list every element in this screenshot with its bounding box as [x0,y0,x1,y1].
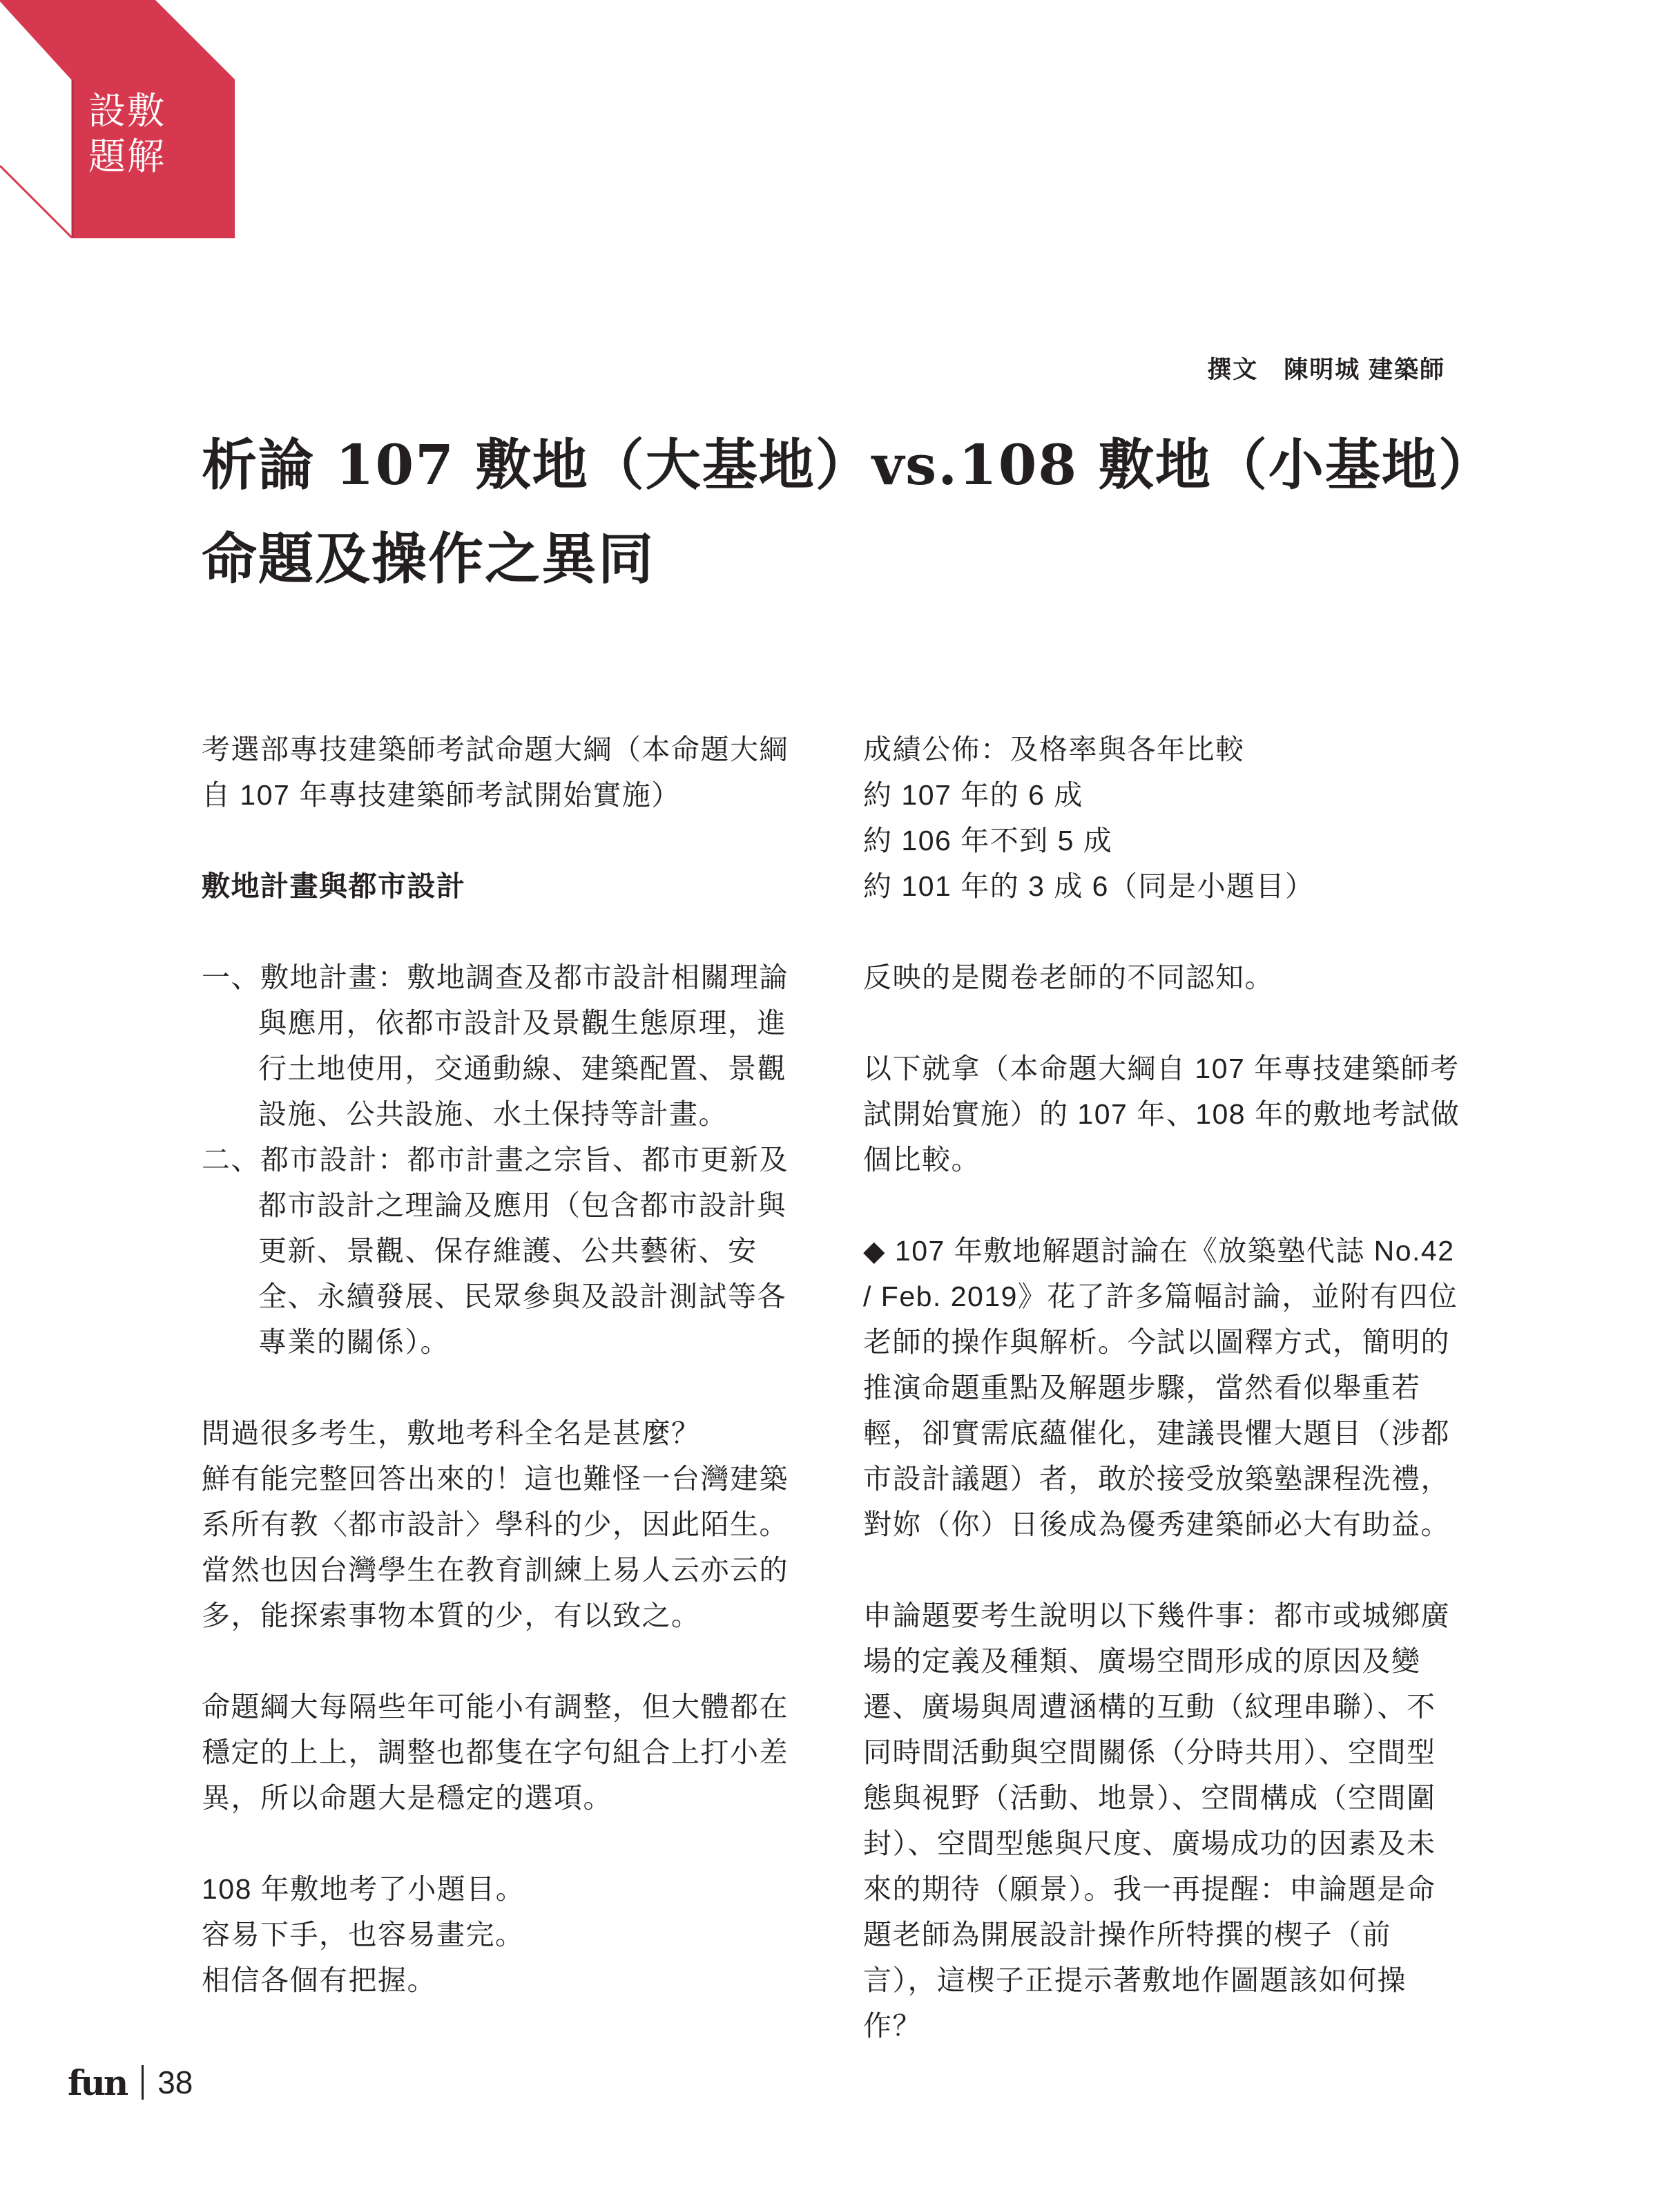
intro-line-2: 自 107 年專技建築師考試開始實施） [202,779,681,811]
scores-paragraph [863,727,1464,909]
paragraph-108 [202,1866,802,2003]
outline-list [202,955,802,1365]
list-item: 一、敷地計畫：敷地調查及都市設計相關理論與應用，依都市設計及景觀生態原理，進行土地使用，交通動線、建築配置、景觀設施、公共設施、水土保持等計畫。 [202,961,789,1130]
question-line-1: 問過很多考生，敷地考科全名是甚麼？ [202,1417,701,1449]
right-column [863,727,1464,2094]
essay-paragraph: 申論題要考生說明以下幾件事：都市或城鄉廣場的定義及種類、廣場空間形成的原因及變遷、廣場與周遭涵構的互動（紋理串聯）、不同時間活動與空間關係（分時共用）、空間型態與視野（活動、地景）、空間構成（空間圍封）、空間型態與尺度、廣場成功的因素及未來的期待（願景）。我一再提醒：申論題是命題老師為開展設計操作所特撰的楔子（前言），這楔子正提示著敷地作圖題該如何操作？ [863,1600,1450,2042]
section-heading: 敷地計畫與都市設計 [202,870,466,902]
fun-logo: fun [68,2062,127,2103]
paragraph-107: ◆ 107 年敷地解題討論在《放築塾代誌 No.42 / Feb. 2019》花了許多篇幅討論，並附有四位老師的操作與解析。今試以圖釋方式，簡明的推演命題重點及解題步驟，當然看似舉重若輕，卻實需底蘊催化，建議畏懼大題目（涉都市設計議題）者，敢於接受放築塾課程洗禮，對妳（你）日後成為優秀建築師必大有助益。 [863,1235,1458,1540]
list-item: 二、都市設計：都市計畫之宗旨、都市更新及都市設計之理論及應用（包含都市設計與更新、景觀、保存維護、公共藝術、安全、永續發展、民眾參與及設計測試等各專業的關係）。 [202,1144,789,1358]
page-footer [68,2062,193,2103]
article-title [202,418,1495,606]
line-108-1: 108 年敷地考了小題目。 [202,1873,525,1905]
reflect-paragraph: 反映的是閱卷老師的不同認知。 [863,961,1274,993]
question-paragraph [202,1410,802,1638]
left-column [202,727,802,2049]
question-line-2: 鮮有能完整回答出來的！這也難怪一台灣建築系所有教〈都市設計〉學科的少，因此陌生。當然也因台灣學生在教育訓練上易人云亦云的多，能探索事物本質的少，有以致之。 [202,1463,789,1631]
section-tag-line2: 題解 [88,136,166,178]
compare-paragraph: 以下就拿（本命題大綱自 107 年專技建築師考試開始實施）的 107 年、108 年的敷地考試做個比較。 [863,1053,1460,1176]
title-line2: 命題及操作之異同 [202,526,655,591]
scores-line-2: 約 107 年的 6 成 [863,779,1083,811]
intro-line-1: 考選部專技建築師考試命題大綱（本命題大綱 [202,734,789,765]
scores-line-3: 約 106 年不到 5 成 [863,825,1113,856]
title-line1: 析論 107 敷地（大基地）vs.108 敷地（小基地） [202,432,1495,497]
page-number: 38 [157,2064,193,2100]
intro-paragraph [202,727,802,818]
outline-paragraph: 命題綱大每隔些年可能小有調整，但大體都在穩定的上上，調整也都隻在字句組合上打小差異，所以命題大是穩定的選項。 [202,1691,789,1814]
line-108-2: 容易下手，也容易畫完。 [202,1919,525,1950]
scores-line-1: 成績公佈：及格率與各年比較 [863,734,1245,765]
line-108-3: 相信各個有把握。 [202,1964,436,1996]
section-tag-line1: 設敷 [88,90,166,132]
section-tag [88,88,233,180]
scores-line-4: 約 101 年的 3 成 6（同是小題目） [863,870,1315,902]
footer-divider [142,2065,144,2100]
author-byline: 撰文 陳明城 建築師 [1207,356,1445,383]
